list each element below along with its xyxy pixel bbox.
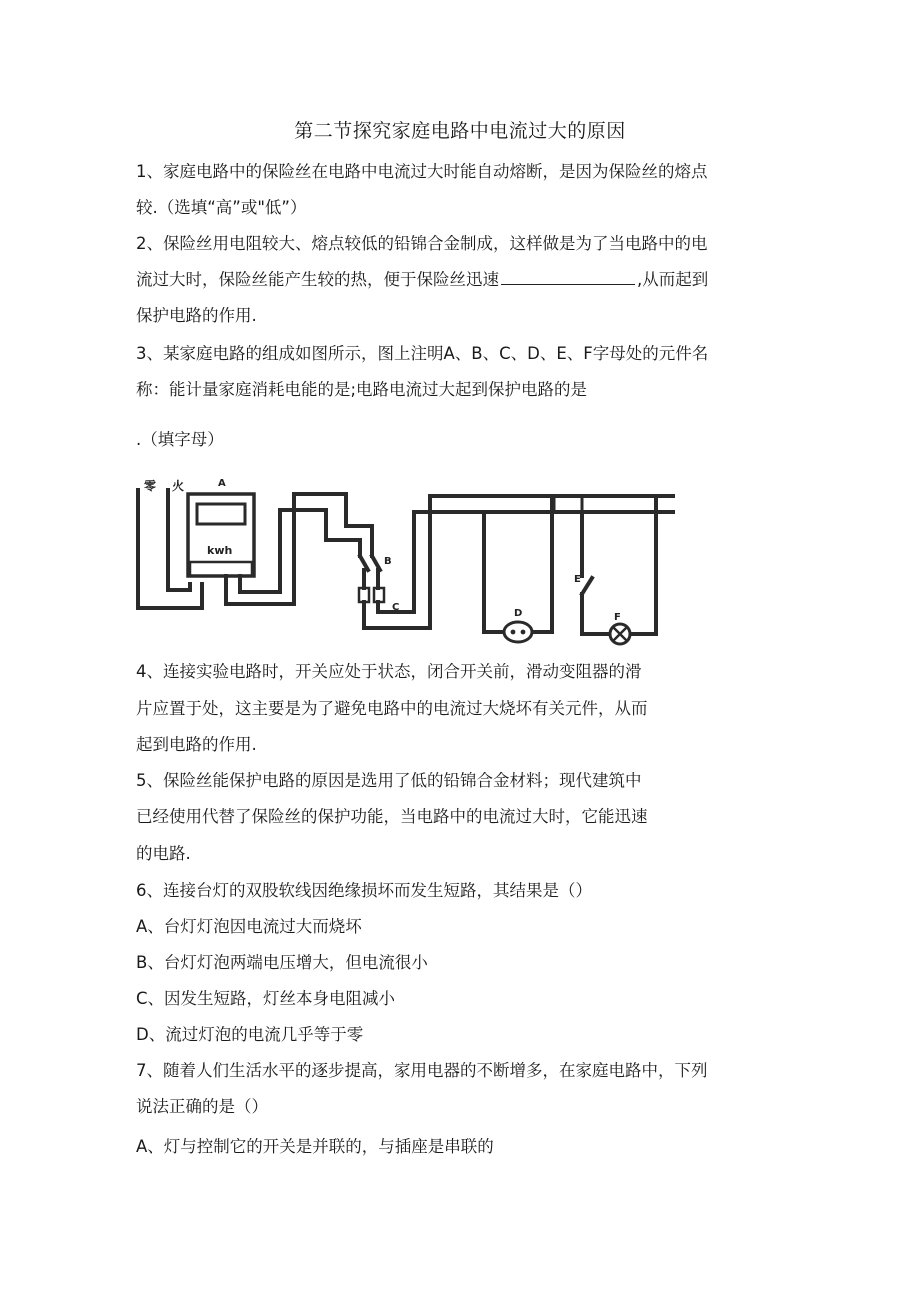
q7-line-1: 7、随着人们生活水平的逐步提高，家用电器的不断增多，在家庭电路中，下列 — [136, 1061, 708, 1080]
switch-b-blade-1 — [360, 556, 368, 570]
q1-line-2: 较.（选填“高”或"低”） — [136, 198, 307, 217]
label-neutral: 零 — [144, 479, 157, 493]
meter-display — [197, 504, 245, 524]
q3-line-2: 称：能计量家庭消耗电能的是;电路电流过大起到保护电路的是 — [136, 380, 588, 399]
q5-line-1: 5、保险丝能保护电路的原因是选用了低的铅锦合金材料；现代建筑中 — [136, 771, 642, 790]
switch-b-blade-2 — [372, 556, 380, 570]
label-c: C — [392, 602, 400, 613]
q4-line-1: 4、连接实验电路时，开关应处于状态，闭合开关前，滑动变阻器的滑 — [136, 662, 642, 681]
household-circuit-diagram — [130, 466, 675, 646]
q2-line-3: 保护电路的作用. — [136, 306, 257, 325]
q3-line-1: 3、某家庭电路的组成如图所示，图上注明A、B、C、D、E、F字母处的元件名 — [136, 344, 709, 363]
q1-line-1: 1、家庭电路中的保险丝在电路中电流过大时能自动熔断，是因为保险丝的熔点 — [136, 162, 708, 181]
q3-line-3: .（填字母） — [136, 430, 224, 449]
q7-option-a[interactable]: A、灯与控制它的开关是并联的，与插座是串联的 — [136, 1137, 494, 1156]
meter-unit: kwh — [207, 544, 233, 557]
label-a: A — [218, 478, 226, 489]
fuse-c-2 — [374, 588, 384, 602]
lamp-branch-right — [630, 496, 656, 634]
label-e: E — [574, 574, 581, 585]
meter-terminal-block — [190, 562, 252, 576]
switch-b-leads — [364, 570, 378, 588]
q6-option-c[interactable]: C、因发生短路，灯丝本身电阻减小 — [136, 989, 396, 1008]
q2-line-1: 2、保险丝用电阻较大、熔点较低的铅锦合金制成，这样做是为了当电路中的电 — [136, 234, 708, 253]
lamp-branch-left — [582, 594, 610, 634]
q2-line-2 — [136, 268, 708, 292]
switch-e — [582, 578, 592, 594]
q7-line-2: 说法正确的是（） — [136, 1097, 268, 1116]
q6-option-d[interactable]: D、流过灯泡的电流几乎等于零 — [136, 1025, 364, 1044]
fuse-c-1 — [359, 588, 369, 602]
socket-branch-right — [530, 496, 552, 632]
q4-line-2: 片应置于处，这主要是为了避免电路中的电流过大烧坏有关元件，从而 — [136, 699, 648, 718]
distribution-line-2 — [378, 512, 675, 612]
answer-blank[interactable] — [501, 268, 635, 285]
label-b: B — [384, 556, 392, 567]
q6-option-b[interactable]: B、台灯灯泡两端电压增大，但电流很小 — [136, 953, 428, 972]
q2-line-2-end: ,从而起到 — [637, 270, 709, 289]
socket-pin-1 — [511, 630, 516, 635]
q6-option-a[interactable]: A、台灯灯泡因电流过大而烧坏 — [136, 917, 362, 936]
label-d: D — [514, 608, 523, 619]
socket-pin-2 — [521, 630, 526, 635]
socket-branch-left — [484, 512, 506, 632]
junction-ticks — [554, 496, 582, 512]
q6-stem: 6、连接台灯的双股软线因绝缘损坏而发生短路，其结果是（） — [136, 881, 592, 900]
q5-line-2: 已经使用代替了保险丝的保护功能，当电路中的电流过大时，它能迅速 — [136, 807, 648, 826]
label-live: 火 — [172, 479, 185, 493]
q5-line-3: 的电路. — [136, 844, 191, 863]
circuit-svg — [130, 466, 675, 646]
socket-d — [504, 622, 532, 642]
label-f: F — [614, 612, 621, 623]
q4-line-3: 起到电路的作用. — [136, 735, 257, 754]
page-title: 第二节探究家庭电路中电流过大的原因 — [294, 120, 626, 142]
meter-output-neutral — [240, 510, 360, 592]
q2-line-2-start: 流过大时，保险丝能产生较的热，便于保险丝迅速 — [136, 270, 499, 289]
